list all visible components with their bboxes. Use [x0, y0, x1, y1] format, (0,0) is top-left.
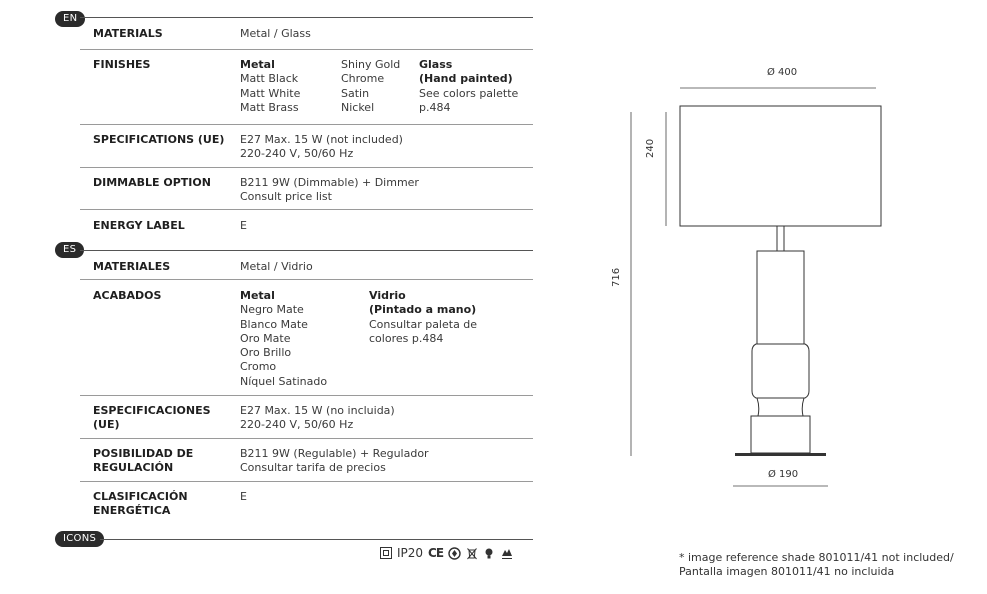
row-divider	[80, 209, 533, 210]
finish-column	[240, 289, 327, 389]
finish-item: Matt Black	[240, 72, 299, 86]
finish-heading: Vidrio	[369, 289, 406, 302]
finish-heading: (Hand painted)	[419, 72, 513, 86]
note-line: Pantalla imagen 801011/41 no incluida	[679, 565, 895, 578]
row-divider	[80, 124, 533, 125]
spec-label: ACABADOS	[93, 289, 162, 302]
finish-heading: (Pintado a mano)	[369, 303, 477, 317]
row-divider	[80, 395, 533, 396]
row-divider	[80, 167, 533, 168]
certification-icons	[380, 546, 514, 560]
section-divider	[80, 17, 533, 18]
section-divider	[100, 539, 533, 540]
ce-mark-icon: CE	[428, 546, 444, 560]
class-ii-icon	[380, 547, 392, 559]
spec-label: MATERIALES	[93, 260, 171, 273]
spec-value: E	[240, 490, 247, 503]
finish-item: p.484	[419, 100, 451, 114]
spec-value: B211 9W (Dimmable) + Dimmer Consult price list	[240, 176, 419, 203]
spec-label: POSIBILIDAD DE REGULACIÓN	[93, 447, 194, 474]
section-tag-en: EN	[55, 11, 85, 27]
finish-item: Shiny Gold	[341, 58, 401, 71]
finish-item: Negro Mate	[240, 303, 304, 317]
finish-item: Oro Brillo	[240, 346, 292, 360]
finish-item: Consultar paleta de	[369, 317, 478, 331]
lamp-technical-drawing	[600, 55, 900, 495]
row-divider	[80, 279, 533, 280]
finish-item: Oro Mate	[240, 331, 291, 345]
ip-rating-text: IP20	[397, 546, 424, 560]
finish-heading: Glass	[419, 58, 453, 71]
finish-item: Matt White	[240, 86, 301, 100]
reference-note	[679, 551, 954, 579]
finish-item: Satin	[341, 86, 370, 100]
note-line: * image reference shade 801011/41 not included/	[679, 551, 954, 564]
base-diameter-label: Ø 190	[768, 469, 799, 480]
energy-class-icon	[500, 547, 514, 560]
weee-bin-icon	[466, 547, 478, 560]
finish-column	[369, 289, 477, 346]
spec-label: MATERIALS	[93, 27, 163, 40]
finish-heading: Metal	[240, 289, 275, 302]
spec-label: SPECIFICATIONS (UE)	[93, 133, 225, 146]
total-height-label: 716	[611, 267, 622, 287]
finish-item: Matt Brass	[240, 100, 299, 114]
finish-item: Nickel	[341, 100, 375, 114]
section-tag-es: ES	[55, 242, 84, 258]
spec-value: E	[240, 219, 247, 232]
row-divider	[80, 481, 533, 482]
spec-value: B211 9W (Regulable) + Regulador Consultar tarifa de precios	[240, 447, 429, 474]
finish-column	[419, 58, 518, 115]
spec-label: ESPECIFICACIONES (UE)	[93, 404, 211, 431]
spec-value: E27 Max. 15 W (no incluida) 220-240 V, 50/60 Hz	[240, 404, 395, 431]
finish-item: See colors palette	[419, 86, 519, 100]
finish-item: Cromo	[240, 360, 277, 374]
section-divider	[80, 250, 533, 251]
spec-label: ENERGY LABEL	[93, 219, 185, 232]
recycle-icon	[448, 547, 461, 560]
spec-value: E27 Max. 15 W (not included) 220-240 V, 50/60 Hz	[240, 133, 403, 160]
spec-value: Metal / Glass	[240, 27, 311, 40]
finish-heading: Metal	[240, 58, 275, 71]
spec-label: FINISHES	[93, 58, 151, 71]
spec-value: Metal / Vidrio	[240, 260, 313, 273]
spec-label: DIMMABLE OPTION	[93, 176, 211, 189]
row-divider	[80, 49, 533, 50]
finish-item: colores p.484	[369, 331, 444, 345]
finish-item: Blanco Mate	[240, 317, 308, 331]
spec-label: CLASIFICACIÓN ENERGÉTICA	[93, 490, 188, 517]
finish-column	[341, 58, 400, 115]
finish-item: Níquel Satinado	[240, 374, 328, 388]
section-tag-icons: ICONS	[55, 531, 104, 547]
shade-height-label: 240	[645, 138, 656, 158]
finish-column	[240, 58, 300, 115]
shade-diameter-label: Ø 400	[767, 67, 798, 78]
finish-item: Chrome	[341, 72, 385, 86]
bulb-icon	[483, 547, 495, 560]
row-divider	[80, 438, 533, 439]
